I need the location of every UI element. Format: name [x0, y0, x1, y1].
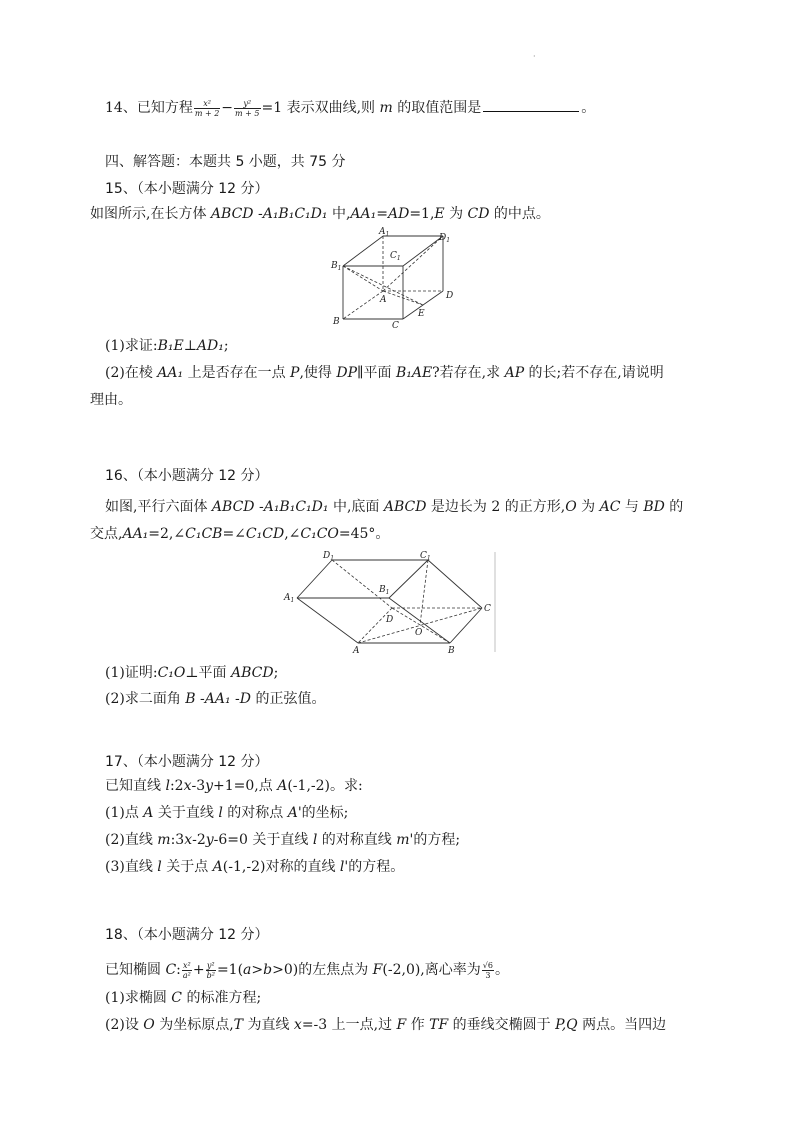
q14-fraction-1: $\frac{\text{x²}}{m + 2}$: [194, 98, 220, 118]
answer-blank: [483, 97, 579, 112]
label-a: A: [353, 646, 360, 656]
q17-part3: (3)直线 l 关于点 A(-1,-2)对称的直线 l'的方程。: [105, 859, 405, 875]
label-d: D: [386, 615, 394, 625]
q18-fraction-1: $\frac{\text{x²}}{\text{a²}}$: [182, 960, 191, 980]
q14-line: 14、已知方程 $\frac{\text{x²}}{m + 2}$ − $\frac{\text{y²}}{m + 5}$ =1 表示双曲线,则 m 的取值范围是 。: [105, 98, 596, 118]
q18-fraction-2: $\frac{\text{y²}}{\text{b²}}$: [206, 960, 215, 980]
parallelepiped-figure: [282, 548, 500, 656]
label-a: A: [380, 295, 387, 305]
label-d: D: [446, 291, 454, 301]
label-e: E: [418, 309, 425, 319]
edge-c1b1: [389, 560, 428, 598]
label-c1: $C_1$: [390, 251, 401, 262]
edge-d1c1: [403, 236, 443, 266]
section-heading: 四、解答题：本题共 5 小题，共 75 分: [105, 154, 346, 170]
hidden-edge-d1d: [332, 560, 392, 608]
q18-part2: (2)设 O 为坐标原点,T 为直线 x=-3 上一点,过 F 作 TF 的垂线交椭圆于 P,Q 两点。当四边: [105, 1017, 667, 1033]
label-a1: $A_1$: [379, 227, 390, 238]
q16-stem-2: 交点,AA₁=2,∠C₁CB=∠C₁CD,∠C₁CO=45°。: [90, 526, 390, 542]
label-d1: $D_1$: [323, 551, 335, 562]
edge-a1a: [297, 598, 358, 643]
edge-d1a1: [297, 560, 332, 598]
segment-b1a: [343, 266, 383, 291]
cuboid-figure: [328, 226, 460, 330]
q18-title: 18、（本小题满分 12 分）: [105, 927, 269, 943]
edge-bc: [450, 608, 482, 643]
hidden-edge-ab: [343, 291, 383, 319]
label-a1: $A_1$: [284, 593, 295, 604]
label-c1: $C_1$: [420, 551, 431, 562]
edge-a1b1: [343, 236, 383, 266]
label-b1: $B_1$: [379, 585, 390, 596]
label-c: C: [484, 604, 491, 614]
q18-stem: 已知椭圆 C: $\frac{\text{x²}}{\text{a²}}$ + $\frac{\text{y²}}{\text{b²}}$ =1(a>b>0)的左焦点为 F(-2,0),离心率为 $\frac{√6}{3}$ 。: [105, 960, 509, 980]
label-d1: $D_1$: [439, 233, 451, 244]
q15-stem: 如图所示,在长方体 ABCD -A₁B₁C₁D₁ 中,AA₁=AD=1,E 为 CD 的中点。: [90, 206, 550, 222]
q18-fraction-3: $\frac{√6}{3}$: [482, 960, 493, 980]
q15-part1: (1)求证:B₁E⊥AD₁;: [105, 338, 229, 354]
q14-fraction-2: $\frac{\text{y²}}{m + 5}$: [235, 98, 260, 118]
q17-part2: (2)直线 m:3x-2y-6=0 关于直线 l 的对称直线 m'的方程;: [105, 832, 461, 848]
q16-title: 16、（本小题满分 12 分）: [105, 468, 269, 484]
segment-ad1: [383, 236, 443, 291]
q17-part1: (1)点 A 关于直线 l 的对称点 A'的坐标;: [105, 805, 349, 821]
q15-part2: (2)在棱 AA₁ 上是否存在一点 P,使得 DP∥平面 B₁AE?若存在,求 AP 的长;若不存在,请说明: [105, 365, 664, 381]
label-o: O: [415, 628, 423, 638]
q16-part2: (2)求二面角 B -AA₁ -D 的正弦值。: [105, 691, 326, 707]
q16-part1: (1)证明:C₁O⊥平面 ABCD;: [105, 665, 279, 681]
page-mark: ·: [533, 52, 536, 61]
q16-stem-1: 如图,平行六面体 ABCD -A₁B₁C₁D₁ 中,底面 ABCD 是边长为 2 的正方形,O 为 AC 与 BD 的: [105, 499, 684, 515]
segment-c1o: [420, 560, 428, 625]
label-b: B: [333, 317, 340, 327]
label-b1: $B_1$: [331, 261, 342, 272]
hidden-edge-da: [358, 608, 392, 643]
q15-part2-cont: 理由。: [90, 392, 132, 408]
q18-part1: (1)求椭圆 C 的标准方程;: [105, 990, 262, 1006]
label-c: C: [392, 321, 399, 330]
q15-title: 15、（本小题满分 12 分）: [105, 181, 269, 197]
edge-c1c: [428, 560, 482, 608]
q17-stem: 已知直线 l:2x-3y+1=0,点 A(-1,-2)。求:: [105, 778, 363, 794]
q17-title: 17、（本小题满分 12 分）: [105, 754, 269, 770]
label-b: B: [448, 646, 455, 656]
